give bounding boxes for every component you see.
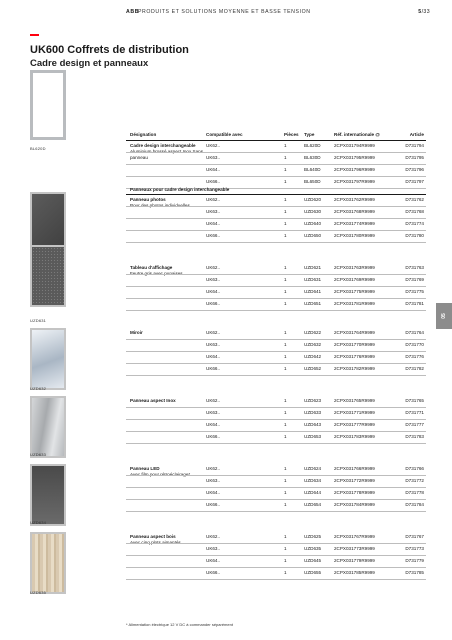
cell-article: D731764 <box>405 330 424 335</box>
cell-compatible: UK64.. <box>206 558 221 563</box>
cell-type: UZD634 <box>304 478 322 483</box>
cell-type: BL620D <box>304 143 321 148</box>
cell-article: D731777 <box>405 422 424 427</box>
cell-compatible: UK63.. <box>206 478 221 483</box>
cell-type: UZD624 <box>304 466 322 471</box>
table-row <box>126 432 426 444</box>
col-ref: Réf. internationale @ <box>334 132 380 137</box>
photo-caption: UZD635 <box>30 590 47 595</box>
cell-article: D731783 <box>405 434 424 439</box>
cell-pieces: 1 <box>284 301 287 306</box>
table-row <box>126 408 426 420</box>
cell-pieces: 1 <box>284 534 287 539</box>
product-rows <box>126 263 426 311</box>
cell-pieces: 1 <box>284 233 287 238</box>
cell-compatible: UK62.. <box>206 143 221 148</box>
product-rows <box>126 464 426 512</box>
cell-compatible: UK63.. <box>206 277 221 282</box>
product-name: Cadre design interchangeable <box>130 143 196 148</box>
cell-type: UZD641 <box>304 289 322 294</box>
cell-type: BL640D <box>304 167 321 172</box>
product-name: Panneau aspect Inox <box>130 398 176 403</box>
table-row <box>126 153 426 165</box>
cell-type: UZD625 <box>304 534 322 539</box>
table-row <box>126 219 426 231</box>
cell-compatible: UK64.. <box>206 422 221 427</box>
cell-compatible: UK62.. <box>206 466 221 471</box>
product-name: Panneau aspect bois <box>130 534 176 539</box>
cell-compatible: UK66.. <box>206 179 221 184</box>
cell-pieces: 1 <box>284 221 287 226</box>
cell-pieces: 1 <box>284 143 287 148</box>
table-row <box>126 231 426 243</box>
footnote: * Alimentation électrique 12 V DC à commander séparément <box>126 622 233 627</box>
cell-pieces: 1 <box>284 179 287 184</box>
cell-pieces: 1 <box>284 434 287 439</box>
cell-pieces: 1 <box>284 289 287 294</box>
cell-type: UZD621 <box>304 265 322 270</box>
col-designation: Désignation <box>130 132 157 137</box>
cell-type: UZD652 <box>304 366 322 371</box>
cell-pieces: 1 <box>284 209 287 214</box>
cell-ref: 2CPX031770R9999 <box>334 342 375 347</box>
cell-pieces: 1 <box>284 155 287 160</box>
table-row <box>126 352 426 364</box>
product-detail: Feutre gris avec punaises <box>130 271 183 276</box>
table-column-header <box>126 130 426 141</box>
cell-compatible: UK66.. <box>206 502 221 507</box>
cell-ref: 2CPX031774R9999 <box>334 221 375 226</box>
product-detail: Pour des photos individuelles <box>130 203 190 208</box>
cell-type: UZD643 <box>304 422 322 427</box>
cell-pieces: 1 <box>284 478 287 483</box>
cell-ref: 2CPX031797R9999 <box>334 179 375 184</box>
cell-pieces: 1 <box>284 277 287 282</box>
cell-article: D731763 <box>405 265 424 270</box>
cell-type: BL650D <box>304 179 321 184</box>
cell-compatible: UK63.. <box>206 342 221 347</box>
cell-article: D731768 <box>405 209 424 214</box>
cell-type: UZD622 <box>304 330 322 335</box>
cell-compatible: UK63.. <box>206 546 221 551</box>
product-detail: Avec film pour rétroéclairage* <box>130 472 191 477</box>
cell-pieces: 1 <box>284 197 287 202</box>
cell-ref: 2CPX031767R9999 <box>334 534 375 539</box>
cell-ref: 2CPX031775R9999 <box>334 289 375 294</box>
cell-compatible: UK62.. <box>206 534 221 539</box>
cell-pieces: 1 <box>284 422 287 427</box>
cell-compatible: UK64.. <box>206 354 221 359</box>
cell-ref: 2CPX031784R9999 <box>334 502 375 507</box>
cell-compatible: UK62.. <box>206 265 221 270</box>
header-section-title: PRODUITS ET SOLUTIONS MOYENNE ET BASSE TENSION <box>138 9 311 15</box>
cell-article: D731778 <box>405 490 424 495</box>
cell-compatible: UK63.. <box>206 155 221 160</box>
cell-pieces: 1 <box>284 398 287 403</box>
col-compatible: Compatible avec <box>206 132 243 137</box>
page-title: UK600 Coffrets de distribution <box>30 44 189 56</box>
cell-compatible: UK64.. <box>206 221 221 226</box>
table-row <box>126 532 426 544</box>
cell-type: UZD651 <box>304 301 322 306</box>
cell-article: D731782 <box>405 366 424 371</box>
cell-article: D731770 <box>405 342 424 347</box>
wood-panel-photo <box>30 532 66 594</box>
section-heading: Panneaux pour cadre design interchangeable <box>126 185 426 195</box>
photo-caption: UZD631 <box>30 318 47 323</box>
cell-pieces: 1 <box>284 558 287 563</box>
page-subtitle: Cadre design et panneaux <box>30 58 149 69</box>
cell-type: UZD644 <box>304 490 322 495</box>
product-rows <box>126 195 426 243</box>
cell-article: D731797 <box>405 179 424 184</box>
cell-type: UZD640 <box>304 221 322 226</box>
table-row <box>126 476 426 488</box>
cell-compatible: UK63.. <box>206 209 221 214</box>
photo-caption: UZD634 <box>30 520 47 525</box>
cell-type: BL630D <box>304 155 321 160</box>
cell-article: D731785 <box>405 570 424 575</box>
cell-pieces: 1 <box>284 410 287 415</box>
cell-ref: 2CPX031796R9999 <box>334 167 375 172</box>
table-row <box>126 275 426 287</box>
cell-ref: 2CPX031778R9999 <box>334 490 375 495</box>
cell-type: UZD631 <box>304 277 322 282</box>
table-row <box>126 299 426 311</box>
table-row <box>126 464 426 476</box>
cell-type: UZD654 <box>304 502 322 507</box>
product-rows <box>126 396 426 444</box>
cell-compatible: UK62.. <box>206 330 221 335</box>
table-row <box>126 568 426 580</box>
cell-ref: 2CPX031768R9999 <box>334 209 375 214</box>
table-row <box>126 207 426 219</box>
cell-compatible: UK66.. <box>206 366 221 371</box>
cell-article: D731781 <box>405 301 424 306</box>
cell-pieces: 1 <box>284 330 287 335</box>
cell-ref: 2CPX031782R9999 <box>334 366 375 371</box>
col-type: Type <box>304 132 315 137</box>
cell-type: UZD645 <box>304 558 322 563</box>
table-row <box>126 328 426 340</box>
cell-pieces: 1 <box>284 354 287 359</box>
page-number: 5/33 <box>418 9 430 15</box>
title-accent-bar <box>30 34 39 36</box>
mirror-photo <box>30 328 66 390</box>
cell-compatible: UK64.. <box>206 490 221 495</box>
cell-ref: 2CPX031783R9999 <box>334 434 375 439</box>
brand-logo: ABB <box>126 9 140 15</box>
photo-caption: UZD632 <box>30 386 47 391</box>
table-row <box>126 556 426 568</box>
cell-compatible: UK62.. <box>206 197 221 202</box>
cell-article: D731795 <box>405 155 424 160</box>
cell-compatible: UK64.. <box>206 289 221 294</box>
cell-pieces: 1 <box>284 502 287 507</box>
cell-article: D731762 <box>405 197 424 202</box>
cell-pieces: 1 <box>284 366 287 371</box>
cell-pieces: 1 <box>284 342 287 347</box>
cell-ref: 2CPX031795R9999 <box>334 155 375 160</box>
inox-panel-photo <box>30 396 66 458</box>
table-row <box>126 396 426 408</box>
table-row <box>126 195 426 207</box>
product-rows <box>126 141 426 189</box>
cell-ref: 2CPX031765R9999 <box>334 398 375 403</box>
frame-photo <box>30 70 66 140</box>
cell-compatible: UK66.. <box>206 233 221 238</box>
product-rows <box>126 328 426 376</box>
table-row <box>126 500 426 512</box>
cell-type: UZD620 <box>304 197 322 202</box>
cell-ref: 2CPX031771R9999 <box>334 410 375 415</box>
col-pieces: Pièces <box>284 132 299 137</box>
cell-article: D731773 <box>405 546 424 551</box>
cell-type: UZD642 <box>304 354 322 359</box>
cell-pieces: 1 <box>284 570 287 575</box>
table-row <box>126 488 426 500</box>
product-name: Panneau LED <box>130 466 160 471</box>
cell-article: D731767 <box>405 534 424 539</box>
cell-article: D731766 <box>405 466 424 471</box>
table-row <box>126 165 426 177</box>
cell-ref: 2CPX031769R9999 <box>334 277 375 282</box>
cell-ref: 2CPX031762R9999 <box>334 197 375 202</box>
cell-compatible: UK66.. <box>206 434 221 439</box>
cell-type: UZD655 <box>304 570 322 575</box>
cell-compatible: UK66.. <box>206 570 221 575</box>
product-name: Panneau photos <box>130 197 166 202</box>
photo-caption: BL620D <box>30 146 46 151</box>
cell-ref: 2CPX031773R9999 <box>334 546 375 551</box>
cell-ref: 2CPX031777R9999 <box>334 422 375 427</box>
cell-pieces: 1 <box>284 167 287 172</box>
cell-type: UZD633 <box>304 410 322 415</box>
table-row <box>126 141 426 153</box>
cell-article: D731769 <box>405 277 424 282</box>
cell-article: D731771 <box>405 410 424 415</box>
cell-ref: 2CPX031781R9999 <box>334 301 375 306</box>
cell-compatible: UK66.. <box>206 301 221 306</box>
cell-pieces: 1 <box>284 546 287 551</box>
cell-compatible: UK62.. <box>206 398 221 403</box>
table-row <box>126 364 426 376</box>
cell-article: D731765 <box>405 398 424 403</box>
cell-type: UZD632 <box>304 342 322 347</box>
table-row <box>126 287 426 299</box>
felt-board-photo <box>30 245 66 307</box>
cell-ref: 2CPX031766R9999 <box>334 466 375 471</box>
product-name: Tableau d'affichage <box>130 265 173 270</box>
cell-type: UZD653 <box>304 434 322 439</box>
cell-article: D731784 <box>405 502 424 507</box>
cell-ref: 2CPX031794R9999 <box>334 143 375 148</box>
cell-article: D731780 <box>405 233 424 238</box>
cell-pieces: 1 <box>284 490 287 495</box>
cell-ref: 2CPX031764R9999 <box>334 330 375 335</box>
cell-type: UZD630 <box>304 209 322 214</box>
product-rows <box>126 532 426 580</box>
chapter-side-tab[interactable]: 05 <box>436 303 452 329</box>
cell-compatible: UK64.. <box>206 167 221 172</box>
cell-ref: 2CPX031776R9999 <box>334 354 375 359</box>
table-row <box>126 544 426 556</box>
cell-ref: 2CPX031785R9999 <box>334 570 375 575</box>
cell-pieces: 1 <box>284 265 287 270</box>
cell-article: D731779 <box>405 558 424 563</box>
cell-type: UZD623 <box>304 398 322 403</box>
cell-pieces: 1 <box>284 466 287 471</box>
cell-article: D731776 <box>405 354 424 359</box>
cell-ref: 2CPX031763R9999 <box>334 265 375 270</box>
cell-type: UZD650 <box>304 233 322 238</box>
cell-article: D731774 <box>405 221 424 226</box>
table-row <box>126 340 426 352</box>
table-row <box>126 420 426 432</box>
cell-ref: 2CPX031780R9999 <box>334 233 375 238</box>
product-detail: Aluminium brossé aspect Inox Sans panneau <box>130 149 204 160</box>
cell-article: D731775 <box>405 289 424 294</box>
cell-ref: 2CPX031779R9999 <box>334 558 375 563</box>
cell-type: UZD635 <box>304 546 322 551</box>
cell-article: D731772 <box>405 478 424 483</box>
cell-article: D731794 <box>405 143 424 148</box>
cell-ref: 2CPX031772R9999 <box>334 478 375 483</box>
photo-caption: UZD633 <box>30 452 47 457</box>
table-row <box>126 263 426 275</box>
product-detail: Avec cinq plots aimantés <box>130 540 181 545</box>
led-panel-photo <box>30 464 66 526</box>
cell-article: D731796 <box>405 167 424 172</box>
cell-compatible: UK63.. <box>206 410 221 415</box>
product-name: Miroir <box>130 330 143 335</box>
col-article: Article <box>409 132 424 137</box>
